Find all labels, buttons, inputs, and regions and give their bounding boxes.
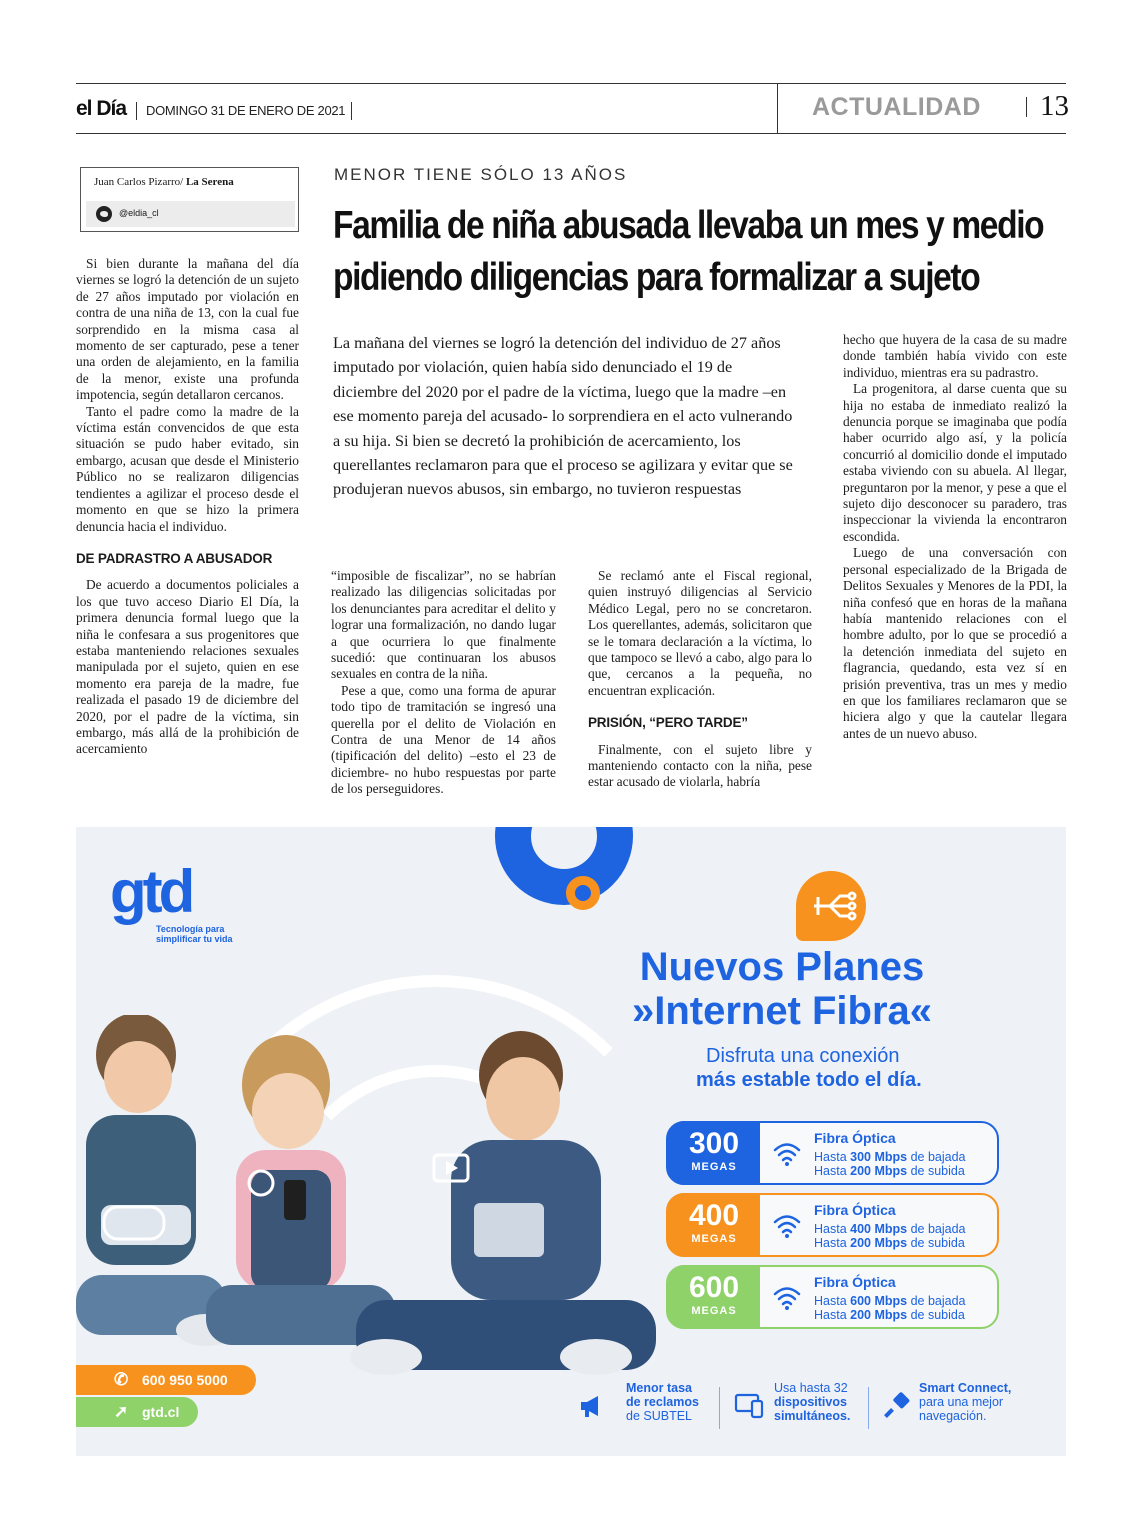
- gtd-advertisement[interactable]: [76, 827, 1066, 1456]
- ad-subtitle-line-2: más estable todo el día.: [696, 1069, 922, 1091]
- article-lead: La mañana del viernes se logró la detención del individuo de 27 años imputado por violación, quien había sido denunciado el 19 de diciembre del 2020 por el padre de la víctima, luego que la madre –en ese momento pareja del acusado- lo sorprendiera en el acto vulnerando a su hija. Si bien se decretó la prohibición de acercamiento, los querellantes reclamaron para que el proceso se agilizara y evitar que se produjeran nuevos abusos, sin embargo, no tuvieron respuestas: [333, 334, 793, 499]
- plan-title: Fibra Óptica: [814, 1130, 896, 1146]
- header-rule-bottom: [76, 133, 1066, 134]
- headline-line-1: Familia de niña abusada llevaba un mes y medio: [333, 204, 1044, 247]
- plan-download: Hasta 300 Mbps de bajada: [814, 1150, 966, 1164]
- paragraph: Tanto el padre como la madre de la víctima están convencidos de que esta situación se pudo haber evitado, sin embargo, acusan que desde el Ministerio Público no se realizaron diligencias tendientes a agilizar el proceso desde el momento en que se hizo la primera denuncia hacia el individuo.: [76, 403, 299, 534]
- decorative-dot: [566, 876, 600, 910]
- plan-unit: MEGAS: [691, 1233, 737, 1245]
- article-kicker: MENOR TIENE SÓLO 13 AÑOS: [334, 165, 628, 184]
- page-number: 13: [1040, 90, 1069, 122]
- wifi-icon: [772, 1139, 802, 1169]
- feature-smart-connect: Smart Connect, para una mejor navegación.: [919, 1381, 1012, 1423]
- section-name: ACTUALIDAD: [812, 93, 981, 121]
- phone-number: 600 950 5000: [142, 1372, 228, 1388]
- plan-unit: MEGAS: [691, 1161, 737, 1173]
- family-photo: [76, 1015, 656, 1395]
- phone-pill[interactable]: [76, 1365, 256, 1395]
- tagline-line: simplificar tu vida: [156, 934, 233, 944]
- feature-separator: [868, 1387, 869, 1429]
- plan-megas: 400: [688, 1199, 740, 1232]
- plan-card-300[interactable]: [666, 1121, 999, 1185]
- paragraph: Se reclamó ante el Fiscal regional, quien instruyó diligencias al Servicio Médico Legal, pero no se concretaron. Los querellantes, además, solicitaron que se le tomara declaración a la víctima, lo que tampoco se llevó a cabo, algo para lo que, cercanos a la pequeña, no encuentran explicación.: [588, 568, 812, 698]
- feature-separator: [719, 1387, 720, 1429]
- header-rule-top: [76, 83, 1066, 84]
- newspaper-logo: el Día: [76, 97, 127, 120]
- plan-title: Fibra Óptica: [814, 1274, 896, 1290]
- website-pill[interactable]: [76, 1397, 198, 1427]
- wifi-icon: [772, 1283, 802, 1313]
- plug-icon: [882, 1390, 912, 1420]
- paragraph: “imposible de fiscalizar”, no se habrían realizado las diligencias solicitadas por los denunciantes para acreditar el delito y lograr una formalización, no dando lugar a que ocurriera lo que finalmente sucedió: que continuaran los abusos sexuales en contra de la niña.: [331, 568, 556, 682]
- plan-speed-badge: [668, 1265, 760, 1329]
- plan-download: Hasta 400 Mbps de bajada: [814, 1222, 966, 1236]
- article-headline: [333, 200, 1044, 304]
- plan-upload: Hasta 200 Mbps de subida: [814, 1236, 965, 1250]
- plan-unit: MEGAS: [691, 1305, 737, 1317]
- subheading: DE PADRASTRO A ABUSADOR: [76, 550, 273, 566]
- paragraph: Si bien durante la mañana del día viernes se logró la detención de un sujeto de 27 años imputado por violación en contra de una niña de 13, con la cual fue sorprendido en la misma casa al momento de ser capturado, pese a tener una orden de alejamiento, en la familia de la menor, existe una profunda impotencia, según detallaron cercanos.: [76, 256, 299, 403]
- paragraph: La progenitora, al darse cuenta que su hija no estaba de inmediato realizó la denuncia porque se imaginaba que podía haber ocurrido algo así, y la policía concurrió al domicilio donde el imputado estaba viviendo con su abuela. Al llegar, preguntaron por la menor, y pese a que el sujeto dijo desconocer su paradero, tras inspeccionar la vivienda la encontraron escondida.: [843, 381, 1067, 544]
- author-name: Juan Carlos Pizarro/: [94, 176, 184, 188]
- ad-title-line-1: Nuevos Planes: [639, 945, 925, 989]
- byline: [94, 176, 234, 188]
- subheading: PRISIÓN, “PERO TARDE”: [588, 715, 748, 731]
- tagline-line: Tecnología para: [156, 924, 225, 934]
- cursor-click-icon: ➚: [114, 1402, 129, 1421]
- paragraph: Finalmente, con el sujeto libre y manteniendo contacto con la niña, pese estar acusado de violarla, habría: [588, 741, 812, 790]
- social-row: [86, 201, 295, 227]
- plan-upload: Hasta 200 Mbps de subida: [814, 1308, 965, 1322]
- feature-devices: Usa hasta 32 dispositivos simultáneos.: [774, 1381, 851, 1423]
- plan-card-600[interactable]: [666, 1265, 999, 1329]
- article-column-1: [76, 256, 299, 758]
- header-divider: [777, 84, 778, 133]
- feature-complaints: Menor tasa de reclamos de SUBTEL: [626, 1381, 699, 1423]
- decorative-ring: [495, 827, 633, 905]
- twitter-icon: [96, 206, 112, 222]
- plan-speed-badge: [668, 1193, 760, 1257]
- plan-title: Fibra Óptica: [814, 1202, 896, 1218]
- plan-speed-badge: [668, 1121, 760, 1185]
- devices-icon: [734, 1390, 764, 1420]
- issue-date: DOMINGO 31 DE ENERO DE 2021: [146, 103, 346, 118]
- paragraph: hecho que huyera de la casa de su madre donde también había vivido con este individuo, mientras era su padrastro.: [843, 332, 1067, 380]
- gtd-logo: gtd: [110, 858, 192, 925]
- paragraph: De acuerdo a documentos policiales a los que tuvo acceso Diario El Día, la primera denuncia formal luego que la niña le confesara a sus progenitores que estaba manteniendo relaciones sexuales manipulada por el sujeto, quien en ese momento era pareja de la madre, fue realizada el pasado 19 de diciembre del 2020, por el padre de la víctima, sin embargo, más allá de la prohibición de acercamiento: [76, 577, 299, 757]
- megaphone-icon: [578, 1390, 608, 1420]
- plan-megas: 600: [688, 1271, 740, 1304]
- wifi-icon: [772, 1211, 802, 1241]
- header-separator: [136, 102, 137, 120]
- header-separator: [1026, 97, 1027, 117]
- header-separator: [351, 102, 352, 120]
- author-city: La Serena: [185, 176, 234, 188]
- gtd-tagline: [156, 924, 233, 944]
- fiber-network-icon: [796, 871, 866, 941]
- twitter-handle[interactable]: @eldia_cl: [119, 208, 159, 218]
- paragraph: Luego de una conversación con personal especializado de la Brigada de Delitos Sexuales y Menores de la PDI, la niña confesó que en horas de la mañana había mantenido relaciones con el hombre adulto, por lo que se procedió a la detención inmediata del sujeto en flagrancia, quedando, esta vez sí en prisión preventiva, tras un mes y medio en que los familiares reclamaron que se hiciera algo y que la cautelar llegara antes de un nuevo abuso.: [843, 545, 1067, 741]
- paragraph: Pese a que, como una forma de apurar todo tipo de tramitación se ingresó una querella por el delito de Violación en Contra de una Menor de 14 años (tipificación del delito) –esto el 23 de diciembre- no hubo respuestas por parte de los perseguidores.: [331, 682, 556, 797]
- ad-subtitle-line-1: Disfruta una conexión: [706, 1045, 900, 1067]
- plan-download: Hasta 600 Mbps de bajada: [814, 1294, 966, 1308]
- ad-title-line-2: »Internet Fibra«: [631, 989, 933, 1033]
- plan-megas: 300: [688, 1127, 740, 1160]
- byline-box: [80, 167, 299, 232]
- phone-icon: ✆: [114, 1370, 129, 1389]
- article-column-2: [331, 568, 556, 798]
- plan-upload: Hasta 200 Mbps de subida: [814, 1164, 965, 1178]
- plan-card-400[interactable]: [666, 1193, 999, 1257]
- article-column-4: [843, 332, 1067, 742]
- headline-line-2: pidiendo diligencias para formalizar a sujeto: [333, 256, 980, 299]
- article-column-3: [588, 568, 812, 791]
- website-url: gtd.cl: [142, 1404, 180, 1420]
